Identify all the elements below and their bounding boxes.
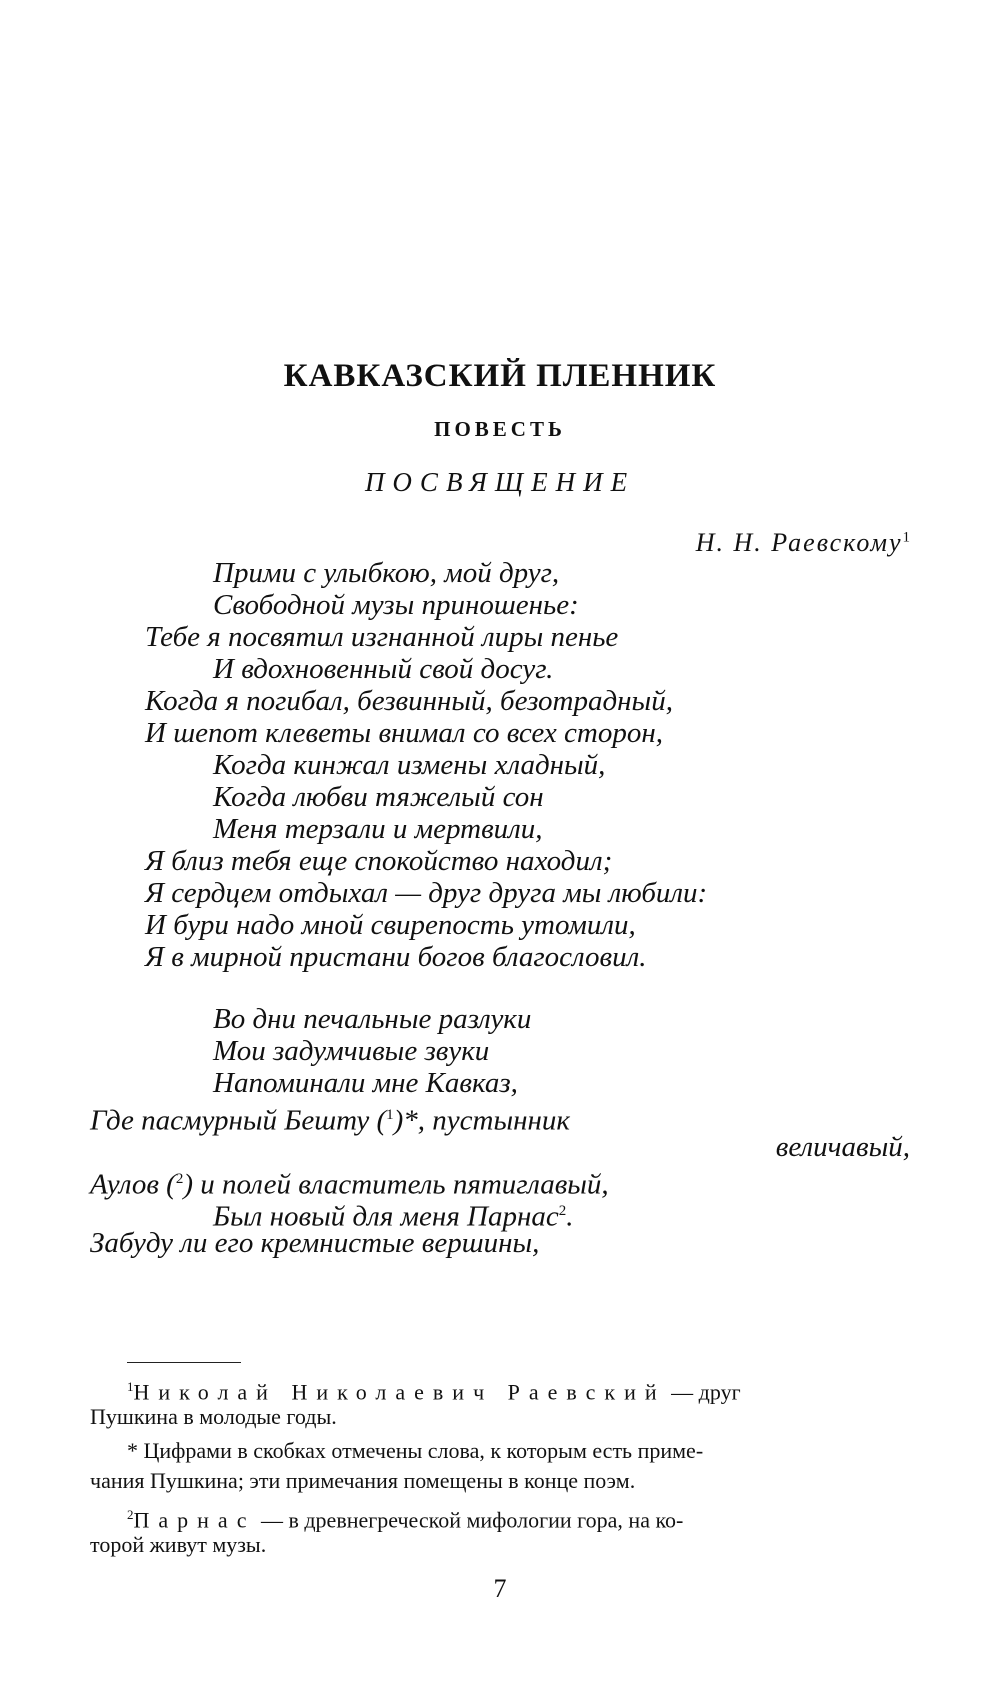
verse-text: Где пасмурный Бешту ( bbox=[90, 1104, 387, 1137]
verse-line: Я близ тебя еще спокойство находил; bbox=[145, 845, 613, 877]
verse-line: Меня терзали и мертвили, bbox=[213, 813, 543, 845]
page-number: 7 bbox=[493, 1574, 507, 1603]
poem-subtitle: ПОВЕСТЬ bbox=[434, 417, 566, 441]
footnote-mark: 2 bbox=[127, 1507, 134, 1522]
footnote-name: Парнас bbox=[133, 1507, 256, 1533]
verse-line bbox=[90, 1098, 570, 1138]
verse-line: Когда я погибал, безвинный, безотрадный, bbox=[145, 685, 673, 717]
verse-text: )*, пустынник bbox=[393, 1104, 570, 1137]
verse-line: Когда любви тяжелый сон bbox=[213, 781, 544, 813]
dedication-addressee bbox=[696, 528, 912, 558]
poem-title: КАВКАЗСКИЙ ПЛЕННИК bbox=[283, 358, 717, 394]
verse-line: И шепот клеветы внимал со всех сторон, bbox=[145, 717, 663, 749]
verse-line: Мои задумчивые звуки bbox=[213, 1035, 490, 1067]
footnote-text: — в древнегреческой мифологии гора, на ко- bbox=[255, 1507, 684, 1533]
footnote-divider bbox=[127, 1362, 241, 1363]
footnote-2-line2: торой живут музы. bbox=[90, 1532, 267, 1557]
addressee-text: Н. Н. Раевскому bbox=[695, 528, 903, 557]
verse-line: Когда кинжал измены хладный, bbox=[213, 749, 606, 781]
footnote-star: * Цифрами в скобках отмечены слова, к которым есть приме- bbox=[127, 1438, 704, 1463]
verse-line: Прими с улыбкою, мой друг, bbox=[213, 557, 560, 589]
footnote-star-line2: чания Пушкина; эти примечания помещены в конце поэм. bbox=[90, 1468, 636, 1493]
verse-line: Напоминали мне Кавказ, bbox=[213, 1067, 518, 1099]
note-mark: 2 bbox=[175, 1171, 184, 1187]
verse-text: Аулов ( bbox=[90, 1168, 176, 1201]
verse-line: И бури надо мной свирепость утомили, bbox=[145, 909, 636, 941]
verse-line: величавый, bbox=[775, 1131, 910, 1163]
note-mark: 1 bbox=[386, 1107, 394, 1123]
footnote-name: Николай Николаевич Раевский bbox=[133, 1379, 666, 1405]
verse-text: ) и полей властитель пятиглавый, bbox=[183, 1168, 609, 1201]
dedication-heading: ПОСВЯЩЕНИЕ bbox=[364, 467, 636, 497]
verse-text: . bbox=[566, 1200, 574, 1233]
footnote-mark: 1 bbox=[902, 529, 912, 546]
verse-line: Тебе я посвятил изгнанной лиры пенье bbox=[145, 621, 619, 653]
verse-line: Я в мирной пристани богов благословил. bbox=[145, 941, 647, 973]
verse-text: Был новый для меня Парнас bbox=[213, 1200, 559, 1233]
footnote-1-line2: Пушкина в молодые годы. bbox=[90, 1404, 337, 1429]
footnote-mark: 2 bbox=[558, 1203, 567, 1219]
verse-line: Свободной музы приношенье: bbox=[213, 589, 579, 621]
verse-line: Я сердцем отдыхал — друг друга мы любили: bbox=[145, 877, 708, 909]
footnote-mark: 1 bbox=[127, 1379, 134, 1394]
verse-line: Забуду ли его кремнистые вершины, bbox=[90, 1227, 540, 1259]
verse-line: И вдохновенный свой досуг. bbox=[213, 653, 554, 685]
verse-line: Во дни печальные разлуки bbox=[213, 1003, 532, 1035]
footnote-text: — друг bbox=[665, 1379, 741, 1405]
